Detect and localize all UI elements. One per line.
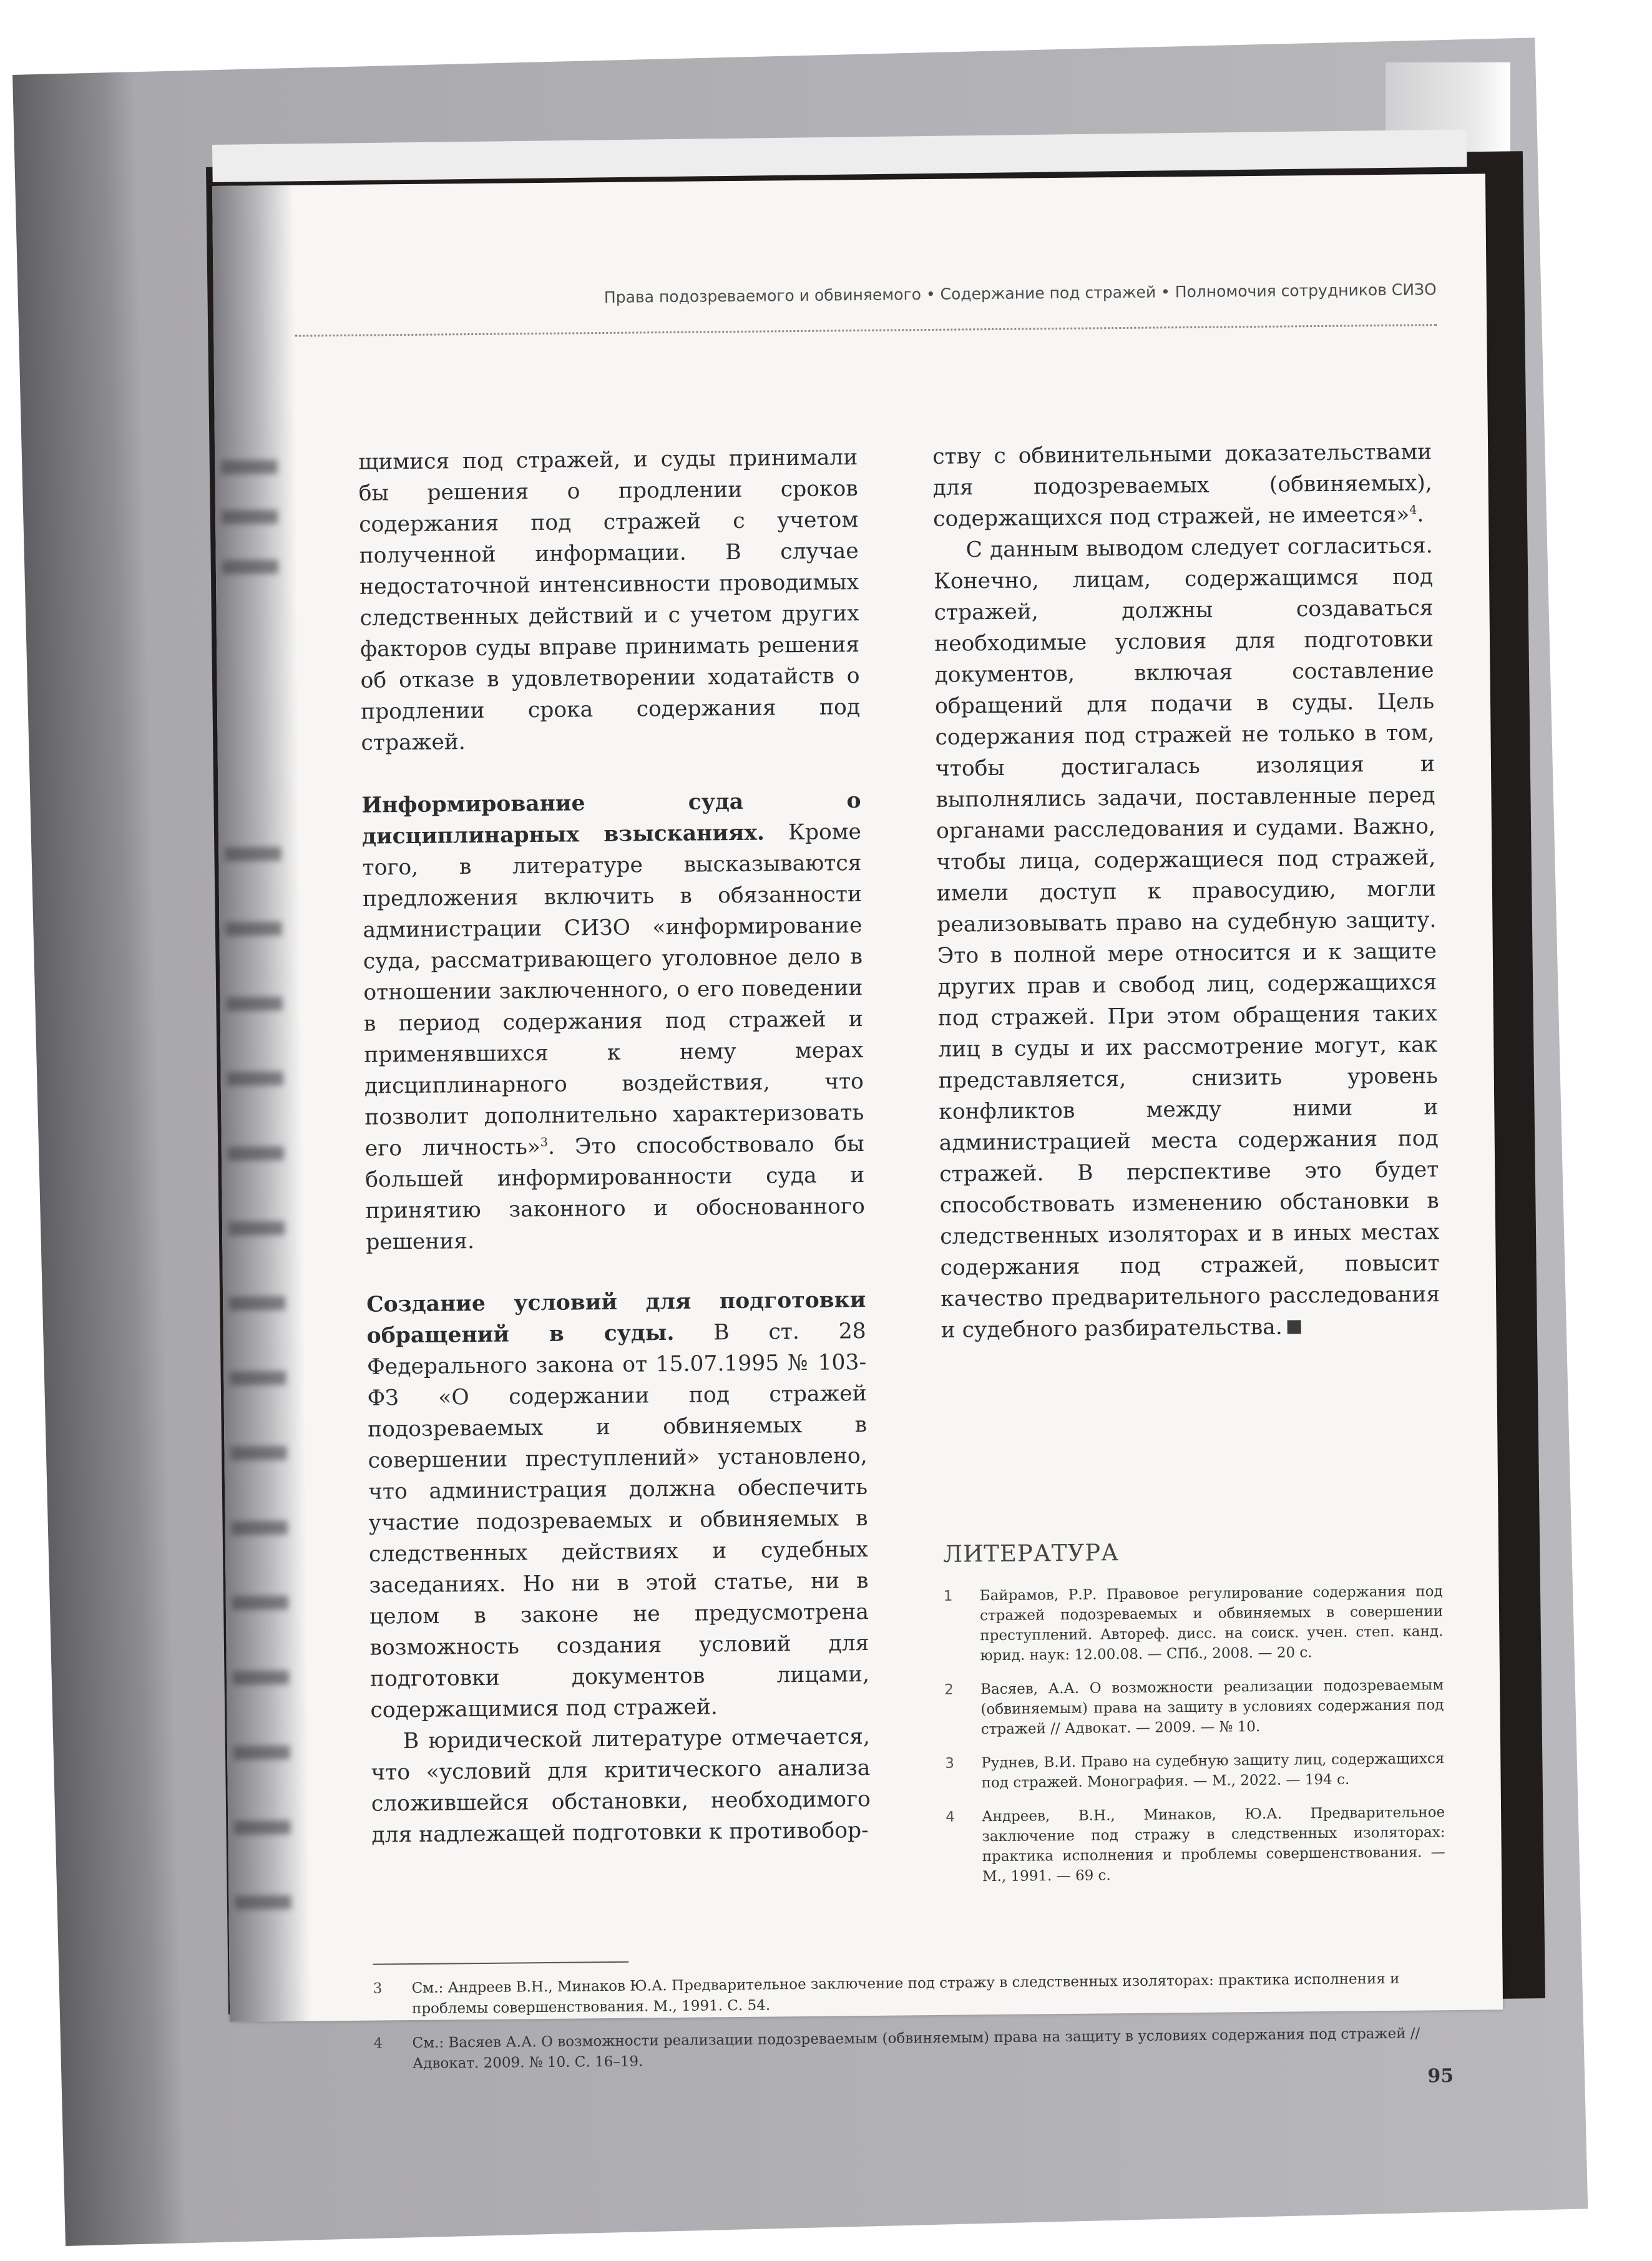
footnote-number: 4: [373, 2035, 383, 2052]
literature-list: [944, 1581, 1446, 1901]
right-column: [932, 436, 1440, 1346]
page-number: 95: [1427, 2065, 1454, 2088]
bleed-through-text: [228, 1146, 284, 1161]
bleed-through-text: [230, 1446, 286, 1460]
bleed-through-text: [230, 1371, 286, 1385]
paragraph-text: С данным выводом следует согласиться. Конечно, лицам, содержащимся под стражей, должны создаваться необходимые условия для подготовки документов, включая составление обращений для подачи в суды. Цель содержания под стражей не только в том, чтобы достигалась изоляция и выполнялись задачи, поставленные перед органами расследования и судами. Важно, чтобы лица, содержащиеся под стражей, имели доступ к правосудию, могли реализовывать право на судебную защиту. Это в полной мере относится и к защите других прав и свобод лиц, содержащихся под стражей. При этом обращения таких лиц в суды и их рассмотрение могут, как представляется, снизить уровень конфликтов между ними и администрацией места содержания под стражей. В перспективе это будет способствовать изменению обстановки в следственных изоляторах и в иных местах содержания под стражей, повысит качество предварительного расследования и судебного разбирательства.: [933, 533, 1440, 1343]
paragraph-text: .: [1417, 502, 1424, 527]
footnote-text: См.: Васяев А.А. О возможности реализации подозреваемым (обвиняемым) права на защиту в условиях содержания под стражей // Адвокат. 2009. № 10. С. 16–19.: [412, 2025, 1420, 2073]
paragraph: щимися под стражей, и суды принимали бы решения о продлении сроков содержания под стражей с учетом полученной информации. В случае недостаточной интенсивности проводимых следственных действий и с учетом других факторов суды вправе принимать решения об отказе в удовлетворении ходатайств о продлении срока содержания под стражей.: [358, 445, 861, 756]
literature-number: 4: [946, 1809, 955, 1825]
paragraph-text: ству с обвинительными доказательствами для подозреваемых (обвиняемых), содержащихся под стражей, не имеется»: [932, 439, 1432, 532]
bleed-through-text: [229, 1296, 285, 1311]
footnote-divider: [373, 1961, 628, 1965]
literature-number: 3: [945, 1755, 955, 1772]
bleed-through-text: [233, 1671, 289, 1685]
paragraph-conditions: [366, 1284, 870, 1726]
left-column: [358, 442, 871, 1851]
paragraph: В юридической литературе отмечается, что «условий для критического анализа сложившейся обстановки, необходимого для надлежащей подготовки к противобор-: [371, 1724, 871, 1848]
bleed-through-text: [228, 1221, 285, 1236]
literature-item: [944, 1675, 1444, 1740]
section-heading: Информирование суда о дисциплинарных взысканиях.: [361, 788, 861, 849]
literature-number: 1: [943, 1588, 953, 1604]
literature-item: [945, 1749, 1445, 1794]
footnote-ref: 4: [1409, 502, 1417, 517]
literature-text: Байрамов, Р.Р. Правовое регулирование содержания под стражей подозреваемых и обвиняемых в совершении преступлений. Автореф. дисс. на соиск. учен. степ. канд. юрид. наук: 12.00.08. — СПб., 2008. — 20 с.: [979, 1583, 1444, 1664]
bleed-through-text: [232, 1596, 288, 1610]
footnotes: [373, 1968, 1460, 2089]
book-page: [212, 173, 1503, 2088]
footnote-text: См.: Андреев В.Н., Минаков Ю.А. Предварительное заключение под стражу в следственных изоляторах: практика исполнения и проблемы совершенствования. М., 1991. С. 54.: [411, 1970, 1400, 2018]
paragraph-informing-court: [361, 785, 865, 1258]
footnote-number: 3: [373, 1980, 383, 1997]
end-of-article-mark: [1288, 1320, 1301, 1334]
header-divider: [295, 324, 1437, 337]
literature-title: ЛИТЕРАТУРА: [942, 1539, 1120, 1568]
bleed-through-text: [233, 1746, 290, 1760]
footnote: [373, 2023, 1460, 2075]
literature-text: Васяев, А.А. О возможности реализации подозреваемым (обвиняемым) права на защиту в условиях содержания под стражей // Адвокат. — 2009. — № 10.: [980, 1677, 1444, 1738]
bleed-through-text: [234, 1820, 290, 1835]
literature-item: [946, 1802, 1445, 1887]
bleed-through-text: [226, 997, 282, 1011]
bleed-through-text: [225, 922, 281, 936]
literature-text: Андреев, В.Н., Минаков, Ю.А. Предварительное заключение под стражу в следственных изоляторах: практика исполнения и проблемы совершенствования. — М., 1991. — 69 с.: [982, 1804, 1445, 1885]
bleed-through-text: [235, 1895, 291, 1910]
bleed-through-text: [221, 460, 277, 474]
paragraph: [933, 530, 1440, 1346]
footnote: [373, 1968, 1460, 2020]
bleed-through-text: [222, 510, 278, 524]
bleed-through-text: [227, 1072, 283, 1086]
bleed-through-text: [222, 560, 278, 574]
section-heading: Создание условий для подготовки обращений в суды.: [366, 1287, 866, 1349]
bleed-through-text: [225, 847, 281, 861]
paragraph: [932, 436, 1432, 535]
paragraph-text: . Это способствовало бы большей информированности суда и принятию законного и обоснованного решения.: [365, 1131, 865, 1255]
footnote-ref: 3: [540, 1135, 549, 1150]
literature-item: [944, 1581, 1444, 1666]
literature-text: Руднев, В.И. Право на судебную защиту лиц, содержащихся под стражей. Монография. — М., 2022. — 194 с.: [981, 1751, 1445, 1792]
paragraph-text: Кроме того, в литературе высказываются предложения включить в обязанности администрации СИЗО «информирование суда, рассматривающего уголовное дело в отношении заключенного, о его поведении в период содержания под стражей и применявшихся к нему мерах дисциплинарного воздействия, что позволит дополнительно характеризовать его личность»: [362, 819, 864, 1161]
paragraph-text: В ст. 28 Федерального закона от 15.07.1995 № 103-ФЗ «О содержании под стражей подозреваемых и обвиняемых в совершении преступлений» установлено, что администрация должна обеспечить участие подозреваемых и обвиняемых в следственных действиях и судебных заседаниях. Но ни в этой статье, ни в целом в законе не предусмотрена возможность создания условий для подготовки документов лицами, содержащимися под стражей.: [366, 1319, 870, 1723]
running-header: Права подозреваемого и обвиняемого • Содержание под стражей • Полномочия сотрудников СИЗО: [604, 280, 1437, 306]
literature-number: 2: [944, 1681, 954, 1698]
bleed-through-text: [232, 1521, 288, 1535]
